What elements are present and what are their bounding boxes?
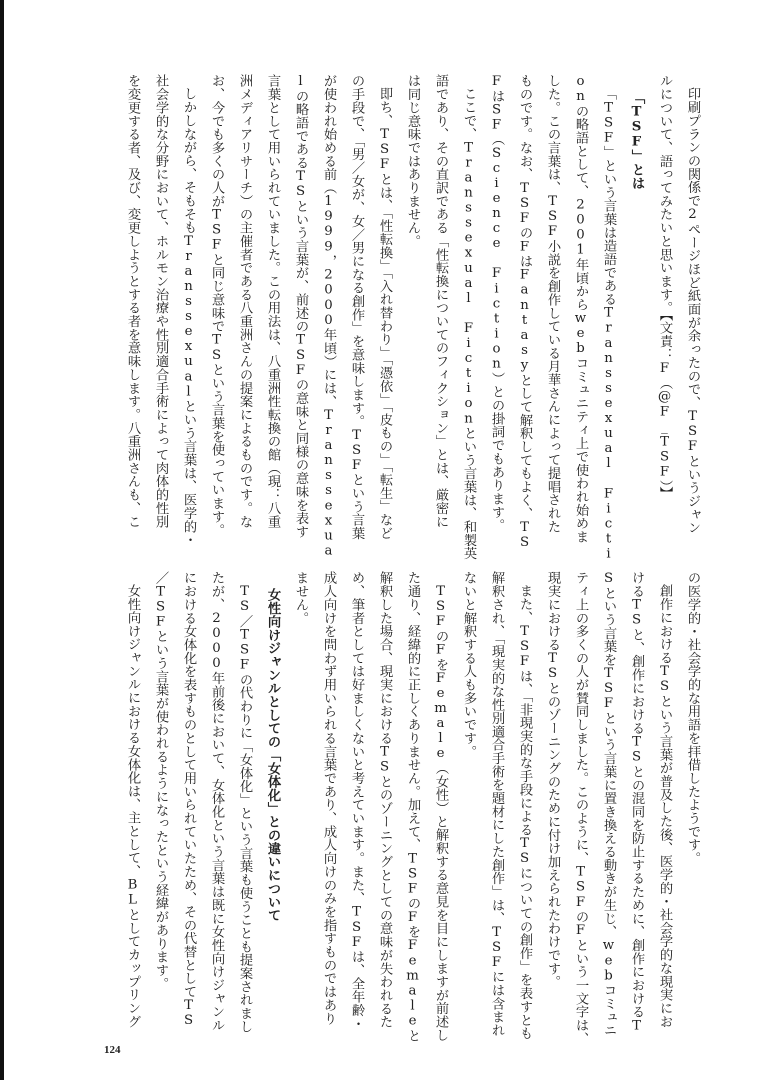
text-line: onの略語として、2001年頃からwebコミュニティ上で使われ始めま: [573, 74, 588, 544]
text-line: お、今でも多くの人がTSFと同じ意味でTSという言葉を使っています。: [209, 74, 224, 537]
text-line: ここで、Transsexual Fictionという言葉は、和製英: [461, 87, 476, 561]
text-line: 洲メディアリサーチ）の主催者である八重洲さんの提案によるものです。な: [237, 74, 252, 528]
text-line: ものです。なお、TSFのFはFantasyとして解釈してもよく、TS: [517, 74, 532, 550]
text-line: め、筆者としては好ましくないと考えています。また、TSFは、全年齢・: [349, 571, 364, 1030]
text-line: FはSF（Science Fiction）との掛詞でもあります。: [489, 74, 504, 532]
text-line: TSFのFをFemale（女性）と解釈する意見を目にしますが前述し: [433, 584, 448, 1042]
text-line: ルについて、語ってみたいと思います。【文責：F（@F_TSF）】: [657, 74, 672, 500]
text-line: ません。: [293, 571, 308, 625]
text-line: けるTSと、創作におけるTSとの混同を防止するために、創作におけるT: [629, 571, 644, 1034]
text-line: 言葉として用いられていました。この用法は、八重洲性転換の館（現：八重: [265, 74, 280, 528]
text-line: 解釈され、「現実的な性別適合手術を題材にした創作」は、TSFには含まれ: [489, 571, 504, 1037]
text-line: しかしながら、そもそもTranssexualという言葉は、医学的・: [181, 87, 196, 547]
section-heading: 「TSF」とは: [629, 91, 644, 190]
top-text-block: [118, 74, 706, 562]
text-line: た通り、経緯的に正しくありません。加えて、TSFのFをFemaleと: [405, 571, 420, 1042]
text-line: ないと解釈する人も多いです。: [461, 571, 476, 758]
page-number: 124: [104, 1044, 121, 1056]
text-line: を変更する者、及び、変更しようとする者を意味します。八重洲さんも、こ: [125, 74, 140, 528]
text-line: 社会学的な分野において、ホルモン治療や性別適合手術によって肉体的性別: [153, 74, 168, 528]
text-line: また、TSFは、「非現実的な手段によるTSについての創作」を表すとも: [517, 584, 532, 1041]
text-line: ティ上の多くの人が賛同しました。このように、TSFのFという一文字は、: [573, 571, 588, 1046]
text-line: TS／TSFの代わりに「女体化」という言葉も使うことも提案されまし: [237, 584, 252, 1034]
text-line: は同じ意味ではありません。: [405, 74, 420, 248]
text-line: における女体化を表すものとして用いられていたため、その代替としてTS: [181, 571, 196, 1029]
text-line: 語であり、その直訳である「性転換についてのフィクション」とは、厳密に: [433, 74, 448, 528]
text-line: の医学的・社会学的な用語を拝借したようです。: [685, 571, 700, 865]
text-line: 即ち、TSFとは、「性転換」「入れ替わり」「憑依」「皮もの」「転生」など: [377, 87, 392, 540]
section-heading: 女性向けジャンルとしての「女体化」との違いについて: [265, 588, 280, 923]
text-line: たが、2000年前後において、女体化という言葉は既に女性向けジャンル: [209, 571, 224, 1032]
text-line: 創作におけるTSという言葉が普及した後、医学的・社会学的な現実にお: [657, 584, 672, 1029]
text-line: した。この言葉は、TSF小説を創作している月華さんによって提唱された: [545, 74, 560, 533]
text-line: lの略語であるTSという言葉が、前述のTSFの意味と同様の意味を表す: [293, 74, 308, 539]
page-edge: [0, 0, 4, 1080]
bottom-text-block: [118, 571, 706, 1046]
text-line: 現実におけるTSとのゾーニングのために付け加えられたわけです。: [545, 571, 560, 989]
text-line: の手段で、「男／女が、女／男になる創作」を意味します。TSFという言葉: [349, 74, 364, 540]
text-line: 印刷プランの関係で2ページほど紙面が余ったので、TSFというジャン: [685, 87, 700, 535]
text-line: が使われ始める前（1999，2000年頃）には、Transsexua: [321, 74, 336, 559]
text-line: 女性向けジャンルにおける女体化は、主として、BLとしてカップリング: [125, 584, 140, 1029]
text-line: 「TSF」という言葉は造語であるTranssexual Ficti: [601, 87, 616, 562]
text-line: 成人向けを問わず用いられる言葉であり、成人向けのみを指すものではあり: [321, 571, 336, 1025]
text-line: Sという言葉をTSFという言葉に置き換える動きが生じ、webコミュニ: [601, 571, 616, 1037]
text-line: ／TSFという言葉が使われるようになったという経緯があります。: [153, 571, 168, 990]
text-line: 解釈した場合、現実におけるTSとのゾーニングとしての意味が失われるた: [377, 571, 392, 1029]
